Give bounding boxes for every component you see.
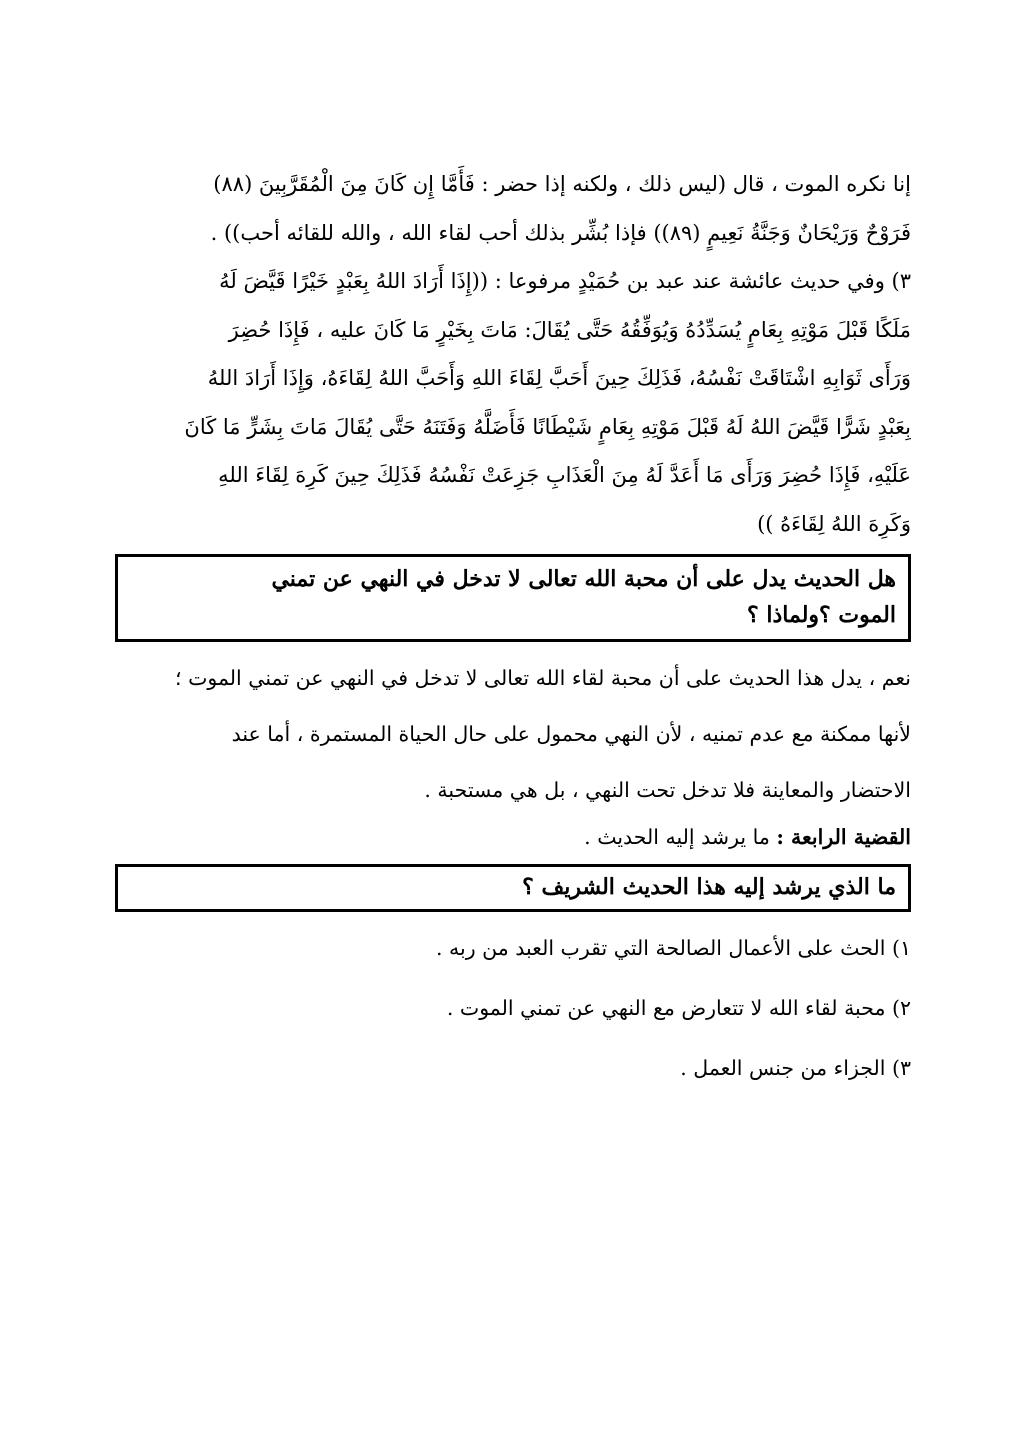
paragraph-line: وَكَرِهَ اللهُ لِقَاءَهُ )) (757, 511, 911, 536)
hadith-paragraph (115, 160, 911, 548)
list-item: ٢) محبة لقاء الله لا تتعارض مع النهي عن تمني الموت . (446, 996, 911, 1020)
section-heading (115, 814, 911, 860)
paragraph-line: وَرَأَى ثَوَابِهِ اشْتَاقَتْ نَفْسُهُ، فَذَلِكَ حِينَ أَحَبَّ لِقَاءَ اللهِ وَأَحَبَّ اللهُ لِقَاءَهُ، وَإِذَا أَرَادَ اللهُ (207, 366, 911, 390)
paragraph-line: عَلَيْهِ، فَإِذَا حُضِرَ وَرَأَى مَا أَعَدَّ لَهُ مِنَ الْعَذَابِ جَزِعَتْ نَفْسُهُ فَذَلِكَ حِينَ كَرِهَ لِقَاءَ اللهِ (218, 463, 911, 487)
points-list (115, 918, 911, 1098)
paragraph-line: مَلَكًا قَبْلَ مَوْتِهِ بِعَامٍ يُسَدِّدُهُ وَيُوَفِّقُهُ حَتَّى يُقَالَ: مَاتَ بِخَيْرٍ مَا كَانَ عليه ، فَإِذَا حُضِرَ (228, 317, 911, 342)
list-item: ١) الحث على الأعمال الصالحة التي تقرب العبد من ربه . (435, 936, 911, 960)
question-line: هل الحديث يدل على أن محبة الله تعالى لا تدخل في النهي عن تمني (271, 566, 896, 592)
answer-line: نعم ، يدل هذا الحديث على أن محبة لقاء الله تعالى لا تدخل في النهي عن تمني الموت ؛ (175, 666, 911, 690)
question-line: الموت ؟ولماذا ؟ (747, 602, 896, 628)
question-box-1 (115, 554, 911, 642)
question-box-2: ما الذي يرشد إليه هذا الحديث الشريف ؟ (115, 864, 911, 912)
section-label: القضية الرابعة : (776, 825, 911, 849)
paragraph-line: بِعَبْدٍ شَرًّا قَيَّضَ اللهُ لَهُ قَبْلَ مَوْتِهِ بِعَامٍ شَيْطَانًا فَأَضَلَّهُ وَفَتَنَهُ حَتَّى يُقَالَ مَاتَ بِشَرٍّ مَا كَانَ (184, 414, 911, 439)
paragraph-line: إنا نكره الموت ، قال (ليس ذلك ، ولكنه إذا حضر : فَأَمَّا إِن كَانَ مِنَ الْمُقَرَّبِينَ (٨٨) (213, 172, 911, 196)
answer-paragraph (115, 650, 911, 818)
answer-line: لأنها ممكنة مع عدم تمنيه ، لأن النهي محمول على حال الحياة المستمرة ، أما عند (231, 722, 911, 746)
paragraph-line: ٣) وفي حديث عائشة عند عبد بن حُمَيْدٍ مرفوعا : ((إِذَا أَرَادَ اللهُ بِعَبْدٍ خَيْرًا قَيَّضَ لَهُ (219, 269, 911, 293)
paragraph-line: فَرَوْحٌ وَرَيْحَانٌ وَجَنَّةُ نَعِيمٍ (٨٩)) فإذا بُشِّر بذلك أحب لقاء الله ، والله للقائه أحب)) . (210, 220, 911, 245)
document-page (115, 160, 911, 1098)
answer-line: الاحتضار والمعاينة فلا تدخل تحت النهي ، بل هي مستحبة . (424, 778, 911, 802)
list-item: ٣) الجزاء من جنس العمل . (680, 1056, 911, 1080)
section-text: ما يرشد إليه الحديث . (584, 825, 777, 849)
